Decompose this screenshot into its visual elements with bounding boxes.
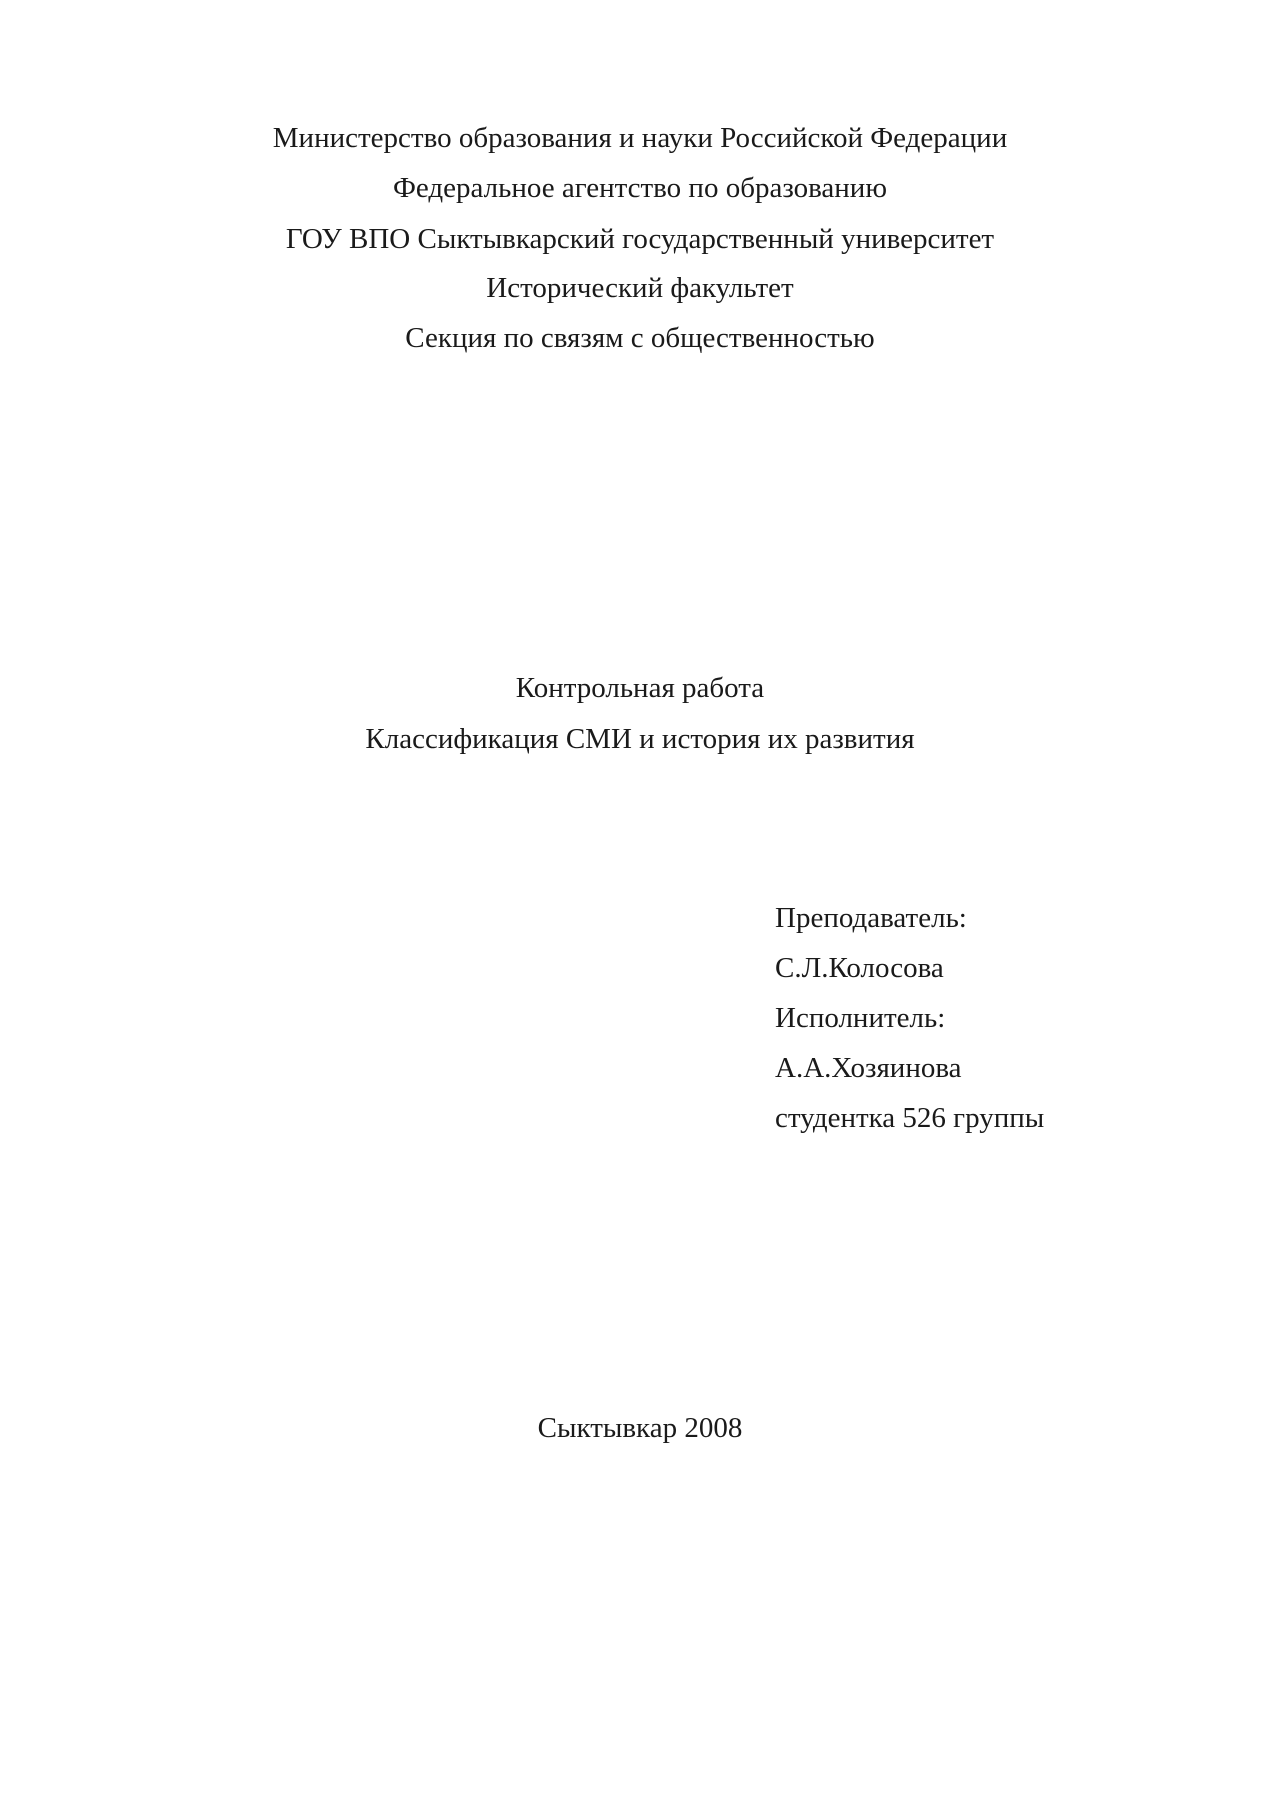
- work-topic: Классификация СМИ и история их развития: [365, 723, 915, 755]
- performer-label: Исполнитель:: [775, 1002, 946, 1034]
- city-year: Сыктывкар 2008: [537, 1412, 743, 1444]
- performer-name: А.А.Хозяинова: [775, 1052, 962, 1084]
- authors-block: [775, 900, 1044, 1150]
- university-line: ГОУ ВПО Сыктывкарский государственный университет: [285, 223, 995, 255]
- performer-group: студентка 526 группы: [775, 1102, 1045, 1134]
- section-line: Секция по связям с общественностью: [405, 322, 875, 354]
- faculty-line: Исторический факультет: [486, 272, 794, 304]
- work-type: Контрольная работа: [515, 672, 765, 704]
- agency-line: Федеральное агентство по образованию: [392, 172, 887, 204]
- ministry-line: Министерство образования и науки Российской Федерации: [272, 122, 1008, 154]
- teacher-label: Преподаватель:: [775, 902, 967, 934]
- teacher-name: С.Л.Колосова: [775, 952, 944, 984]
